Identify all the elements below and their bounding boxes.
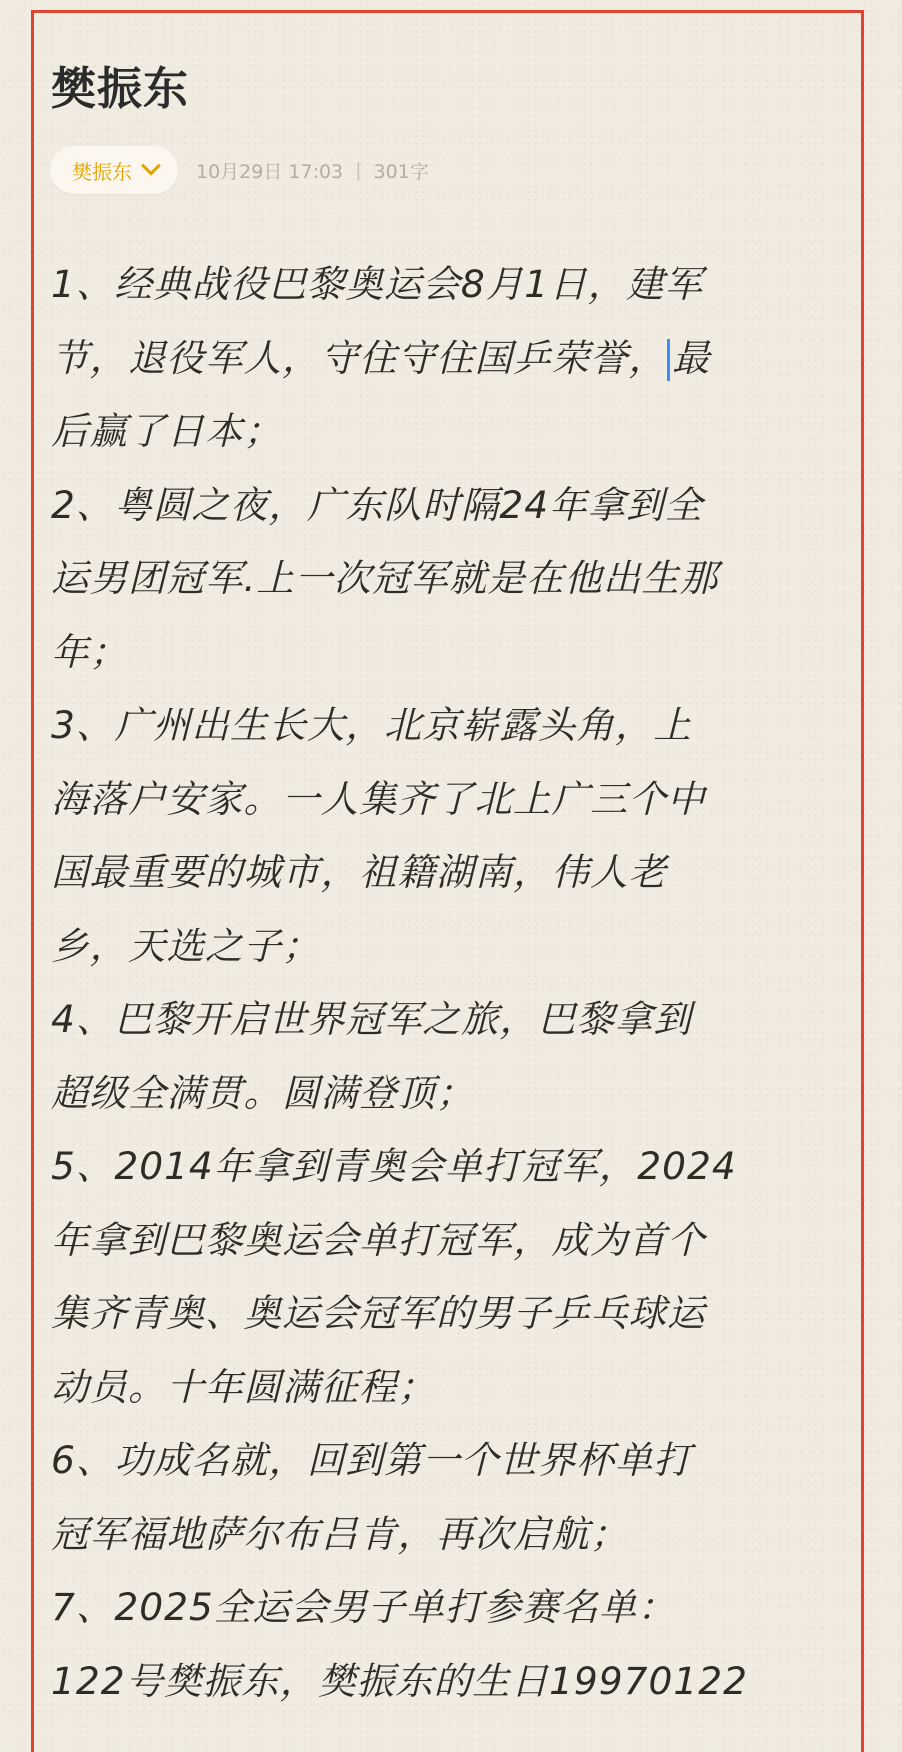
text-line: 冠军福地萨尔布吕肯，再次启航； (51, 1511, 629, 1556)
folder-selector[interactable] (50, 146, 178, 194)
text-line: 乡，天选之子； (51, 923, 321, 968)
meta-separator: | (355, 159, 362, 181)
meta-info (196, 157, 429, 184)
text-line: 集齐青奥、奥运会冠军的男子乒乓球运 (51, 1291, 706, 1335)
text-line: 运男团冠军.上一次冠军就是在他出生那 (51, 556, 719, 600)
text-line: 国最重要的城市，祖籍湖南，伟人老 (51, 850, 667, 894)
text-line: 年拿到巴黎奥运会单打冠军，成为首个 (51, 1217, 706, 1262)
word-count: 301字 (373, 160, 429, 183)
text-line: 后赢了日本； (51, 409, 282, 453)
note-title[interactable]: 樊振东 (51, 62, 190, 115)
text-line-segment: 最 (672, 335, 711, 380)
text-line: 1、经典战役巴黎奥运会8月1日，建军 (51, 262, 704, 306)
chevron-down-icon (141, 156, 161, 176)
text-line: 动员。十年圆满征程； (51, 1364, 436, 1409)
text-line: 7、2025全运会男子单打参赛名单： (51, 1585, 676, 1629)
text-line: 3、广州出生长大，北京崭露头角，上 (51, 703, 692, 747)
text-line: 6、功成名就，回到第一个世界杯单打 (51, 1438, 692, 1482)
text-line: 2、粤圆之夜，广东队时隔24年拿到全 (51, 482, 704, 527)
folder-label: 樊振东 (72, 159, 132, 184)
note-body[interactable] (51, 248, 851, 1718)
text-line: 海落户安家。一人集齐了北上广三个中 (51, 776, 706, 821)
text-line (51, 322, 851, 396)
text-line: 5、2014年拿到青奥会单打冠军，2024 (51, 1144, 737, 1188)
text-line-segment: 节，退役军人，守住守住国乒荣誉， (51, 335, 667, 380)
note-meta (50, 146, 429, 194)
note-date: 10月29日 17:03 (196, 160, 344, 183)
text-line: 4、巴黎开启世界冠军之旅，巴黎拿到 (51, 997, 692, 1041)
text-line: 年； (51, 629, 128, 674)
text-cursor (667, 339, 670, 381)
text-line: 122号樊振东，樊振东的生日19970122 (51, 1658, 748, 1703)
text-line: 超级全满贯。圆满登顶； (51, 1070, 475, 1115)
